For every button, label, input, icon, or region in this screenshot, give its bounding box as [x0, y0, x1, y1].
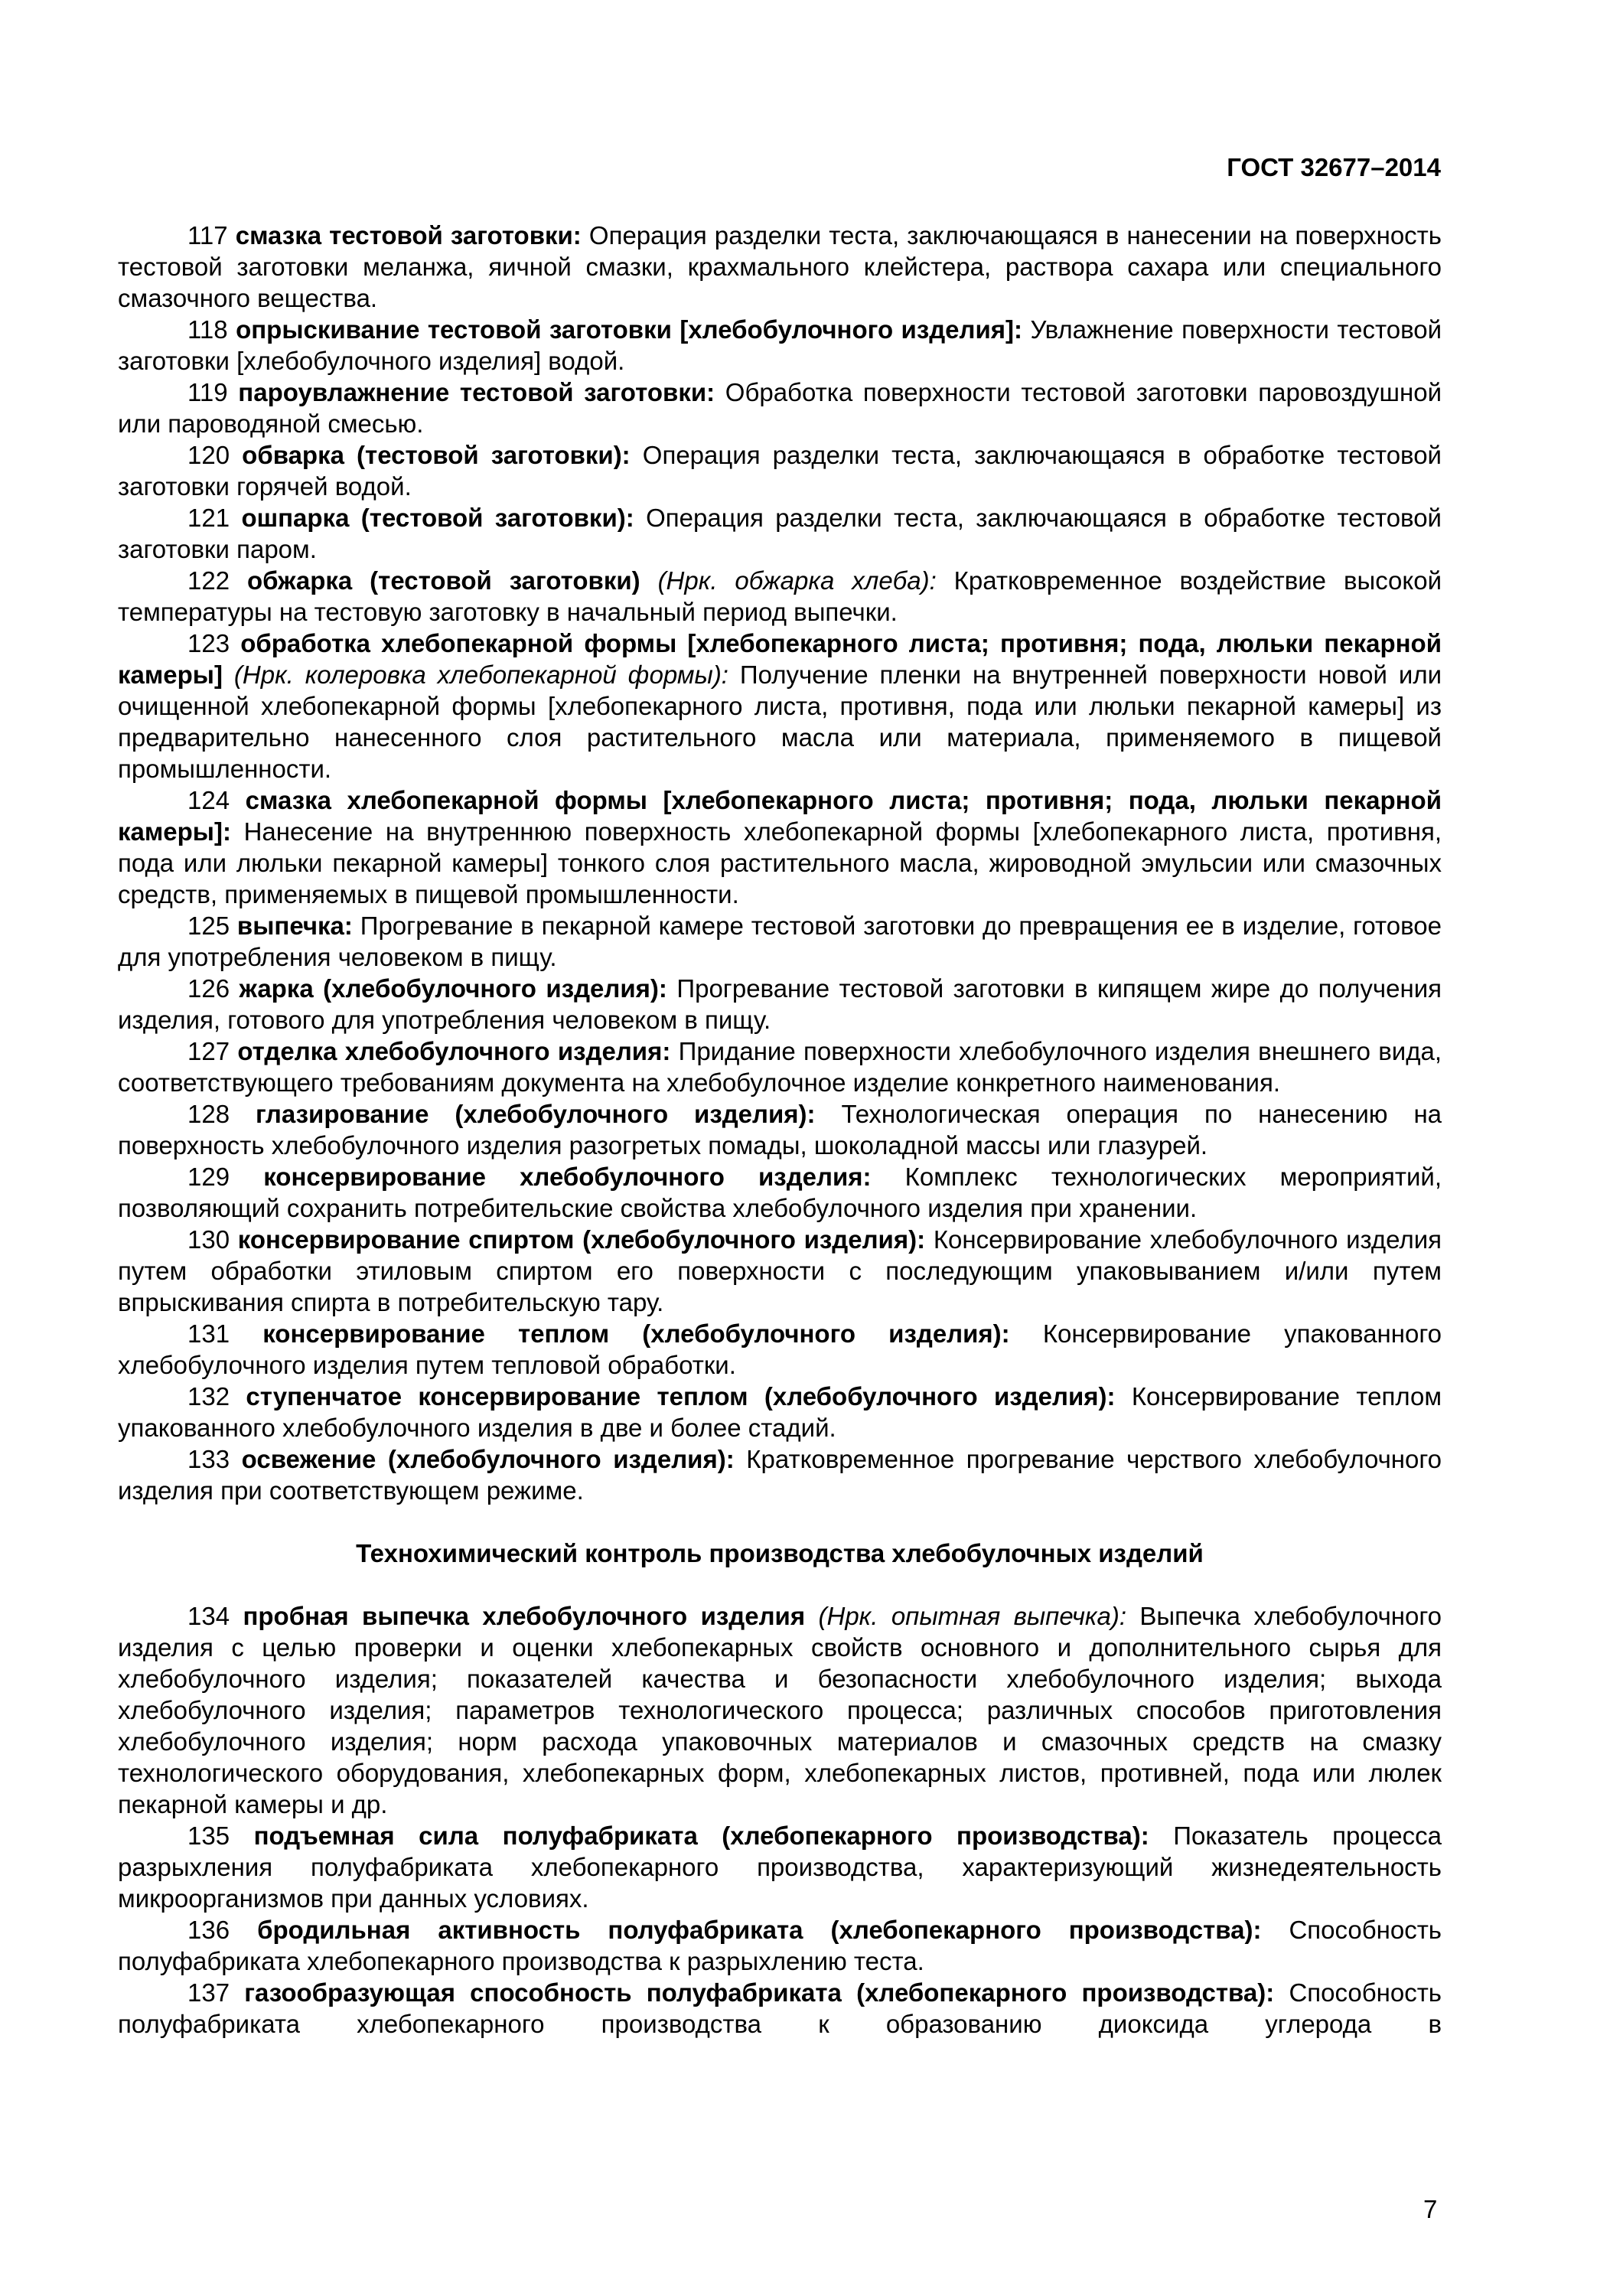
term-list-b	[118, 1600, 1442, 2040]
entry-term: пробная выпечка хлебобулочного изделия	[243, 1602, 806, 1630]
term-entry	[118, 502, 1442, 565]
term-entry	[118, 1381, 1442, 1443]
term-entry	[118, 628, 1442, 784]
entry-term: пароувлажнение тестовой заготовки:	[238, 378, 715, 406]
entry-term: ступенчатое консервирование теплом (хлебобулочного изделия):	[246, 1382, 1116, 1411]
entry-num: 130	[187, 1225, 230, 1254]
entry-term: отделка хлебобулочного изделия:	[237, 1037, 671, 1065]
entry-def: Получение пленки на внутренней поверхности новой или очищенной хлебопекарной формы [хлебопекарного листа, противня, пода или люльки пекарной камеры] из предварительно нанесенного слоя растительного масла или материала, применяемого в пищевой промышленности.	[118, 660, 1442, 783]
entry-num: 121	[187, 504, 230, 532]
entry-term: обварка (тестовой заготовки):	[242, 441, 631, 469]
entry-num: 125	[187, 912, 230, 940]
term-entry	[118, 1820, 1442, 1914]
entry-term: консервирование хлебобулочного изделия:	[263, 1163, 872, 1191]
entry-num: 122	[187, 566, 230, 595]
entry-def: Кратковременное воздействие высокой температуры на тестовую заготовку в начальный период выпечки.	[118, 566, 1442, 626]
entry-num: 123	[187, 629, 230, 657]
entry-num: 136	[187, 1916, 230, 1944]
term-entry	[118, 1318, 1442, 1381]
entry-term: обработка хлебопекарной формы [хлебопекарного листа; противня; пода, люльки пекарной камеры]	[118, 629, 1442, 689]
term-entry	[118, 377, 1442, 439]
term-entry	[118, 1977, 1442, 2040]
term-entry	[118, 1914, 1442, 1977]
entry-num: 126	[187, 974, 230, 1003]
entry-term: консервирование теплом (хлебобулочного изделия):	[262, 1319, 1010, 1348]
entry-num: 127	[187, 1037, 230, 1065]
entry-num: 119	[187, 378, 228, 406]
term-entry	[118, 784, 1442, 910]
entry-def: Придание поверхности хлебобулочного изделия внешнего вида, соответствующего требованиям документа на хлебобулочное изделие конкретного наименования.	[118, 1037, 1442, 1097]
section-title: Технохимический контроль производства хлебобулочных изделий	[356, 1539, 1204, 1567]
entry-term: глазирование (хлебобулочного изделия):	[256, 1100, 816, 1128]
entry-term: выпечка:	[236, 912, 353, 940]
entry-num: 120	[187, 441, 230, 469]
entry-def: Кратковременное прогревание черствого хлебобулочного изделия при соответствующем режиме.	[118, 1445, 1442, 1505]
page-number: 7	[1423, 2195, 1438, 2223]
entry-num: 137	[187, 1978, 230, 2007]
entry-def: Обработка поверхности тестовой заготовки паровоздушной или пароводяной смесью.	[118, 378, 1442, 438]
entry-def: Консервирование упакованного хлебобулочного изделия путем тепловой обработки.	[118, 1319, 1442, 1379]
entry-num: 133	[187, 1445, 230, 1473]
entry-def: Нанесение на внутреннюю поверхность хлебопекарной формы [хлебопекарного листа, противня, пода или люльки пекарной камеры] тонкого слоя растительного масла, жироводной эмульсии или смазочных средств, применяемых в пищевой промышленности.	[118, 817, 1442, 908]
term-entry	[118, 1035, 1442, 1098]
entry-num: 128	[187, 1100, 230, 1128]
entry-def: Операция разделки теста, заключающаяся в нанесении на поверхность тестовой заготовки меланжа, яичной смазки, крахмального клейстера, раствора сахара или специального смазочного вещества.	[118, 221, 1442, 312]
entry-alt: (Нрк. опытная выпечка):	[818, 1602, 1126, 1630]
entry-alt: (Нрк. обжарка хлеба):	[657, 566, 937, 595]
entry-term: консервирование спиртом (хлебобулочного изделия):	[237, 1225, 926, 1254]
term-entry	[118, 1443, 1442, 1506]
entry-def: Консервирование теплом упакованного хлебобулочного изделия в две и более стадий.	[118, 1382, 1442, 1442]
entry-term: ошпарка (тестовой заготовки):	[241, 504, 634, 532]
term-entry	[118, 220, 1442, 314]
entry-def: Операция разделки теста, заключающаяся в обработке тестовой заготовки паром.	[118, 504, 1442, 563]
entry-num: 118	[187, 315, 228, 344]
entry-alt: (Нрк. колеровка хлебопекарной формы):	[233, 660, 728, 689]
entry-term: смазка тестовой заготовки:	[235, 221, 582, 249]
entry-term: опрыскивание тестовой заготовки [хлебобулочного изделия]:	[236, 315, 1023, 344]
term-entry	[118, 439, 1442, 502]
entry-num: 129	[187, 1163, 230, 1191]
entry-num: 135	[187, 1821, 230, 1850]
term-entry	[118, 314, 1442, 377]
entry-num: 134	[187, 1602, 230, 1630]
entry-def: Технологическая операция по нанесению на поверхность хлебобулочного изделия разогретых помады, шоколадной массы или глазурей.	[118, 1100, 1442, 1159]
entry-num: 132	[187, 1382, 230, 1411]
entry-num: 131	[187, 1319, 230, 1348]
entry-def: Прогревание тестовой заготовки в кипящем жире до получения изделия, готового для употребления человеком в пищу.	[118, 974, 1442, 1034]
term-entry	[118, 1224, 1442, 1318]
term-entry	[118, 1600, 1442, 1820]
document-code: ГОСТ 32677–2014	[1227, 153, 1441, 181]
term-list-a	[118, 220, 1442, 1506]
entry-def: Прогревание в пекарной камере тестовой заготовки до превращения ее в изделие, готовое для употребления человеком в пищу.	[118, 912, 1442, 971]
entry-def: Операция разделки теста, заключающаяся в обработке тестовой заготовки горячей водой.	[118, 441, 1442, 501]
entry-def: Консервирование хлебобулочного изделия путем обработки этиловым спиртом его поверхности с последующим упаковыванием и/или путем впрыскивания спирта в потребительскую тару.	[118, 1225, 1442, 1316]
entry-def: Комплекс технологических мероприятий, позволяющий сохранить потребительские свойства хлебобулочного изделия при хранении.	[118, 1163, 1442, 1222]
entry-term: подъемная сила полуфабриката (хлебопекарного производства):	[253, 1821, 1149, 1850]
term-entry	[118, 1161, 1442, 1224]
entry-num: 117	[187, 221, 228, 249]
entry-def: Способность полуфабриката хлебопекарного производства к разрыхлению теста.	[118, 1916, 1442, 1975]
term-entry	[118, 565, 1442, 628]
entry-def: Выпечка хлебобулочного изделия с целью проверки и оценки хлебопекарных свойств основного и дополнительного сырья для хлебобулочного изделия; показателей качества и безопасности хлебобулочного изделия; выхода хлебобулочного изделия; параметров технологического процесса; различных способов приготовления хлебобулочного изделия; норм расхода упаковочных материалов и смазочных средств на смазку технологического оборудования, хлебопекарных форм, хлебопекарных листов, противней, пода или люлек пекарной камеры и др.	[118, 1602, 1442, 1818]
term-entry	[118, 973, 1442, 1035]
term-entry	[118, 910, 1442, 973]
entry-def: Показатель процесса разрыхления полуфабриката хлебопекарного производства, характеризующий жизнедеятельность микроорганизмов при данных условиях.	[118, 1821, 1442, 1913]
document-body	[118, 220, 1442, 2040]
entry-term: обжарка (тестовой заготовки)	[246, 566, 640, 595]
entry-term: смазка хлебопекарной формы [хлебопекарного листа; противня; пода, люльки пекарной камеры]:	[118, 786, 1442, 846]
entry-term: освежение (хлебобулочного изделия):	[241, 1445, 735, 1473]
entry-def: Увлажнение поверхности тестовой заготовки [хлебобулочного изделия] водой.	[118, 315, 1442, 375]
entry-term: жарка (хлебобулочного изделия):	[239, 974, 667, 1003]
entry-num: 124	[187, 786, 230, 814]
entry-term: бродильная активность полуфабриката (хлебопекарного производства):	[257, 1916, 1262, 1944]
entry-def: Способность полуфабриката хлебопекарного производства к образованию диоксида углерода в	[118, 1978, 1442, 2038]
entry-term: газообразующая способность полуфабриката (хлебопекарного производства):	[244, 1978, 1275, 2007]
term-entry	[118, 1098, 1442, 1161]
